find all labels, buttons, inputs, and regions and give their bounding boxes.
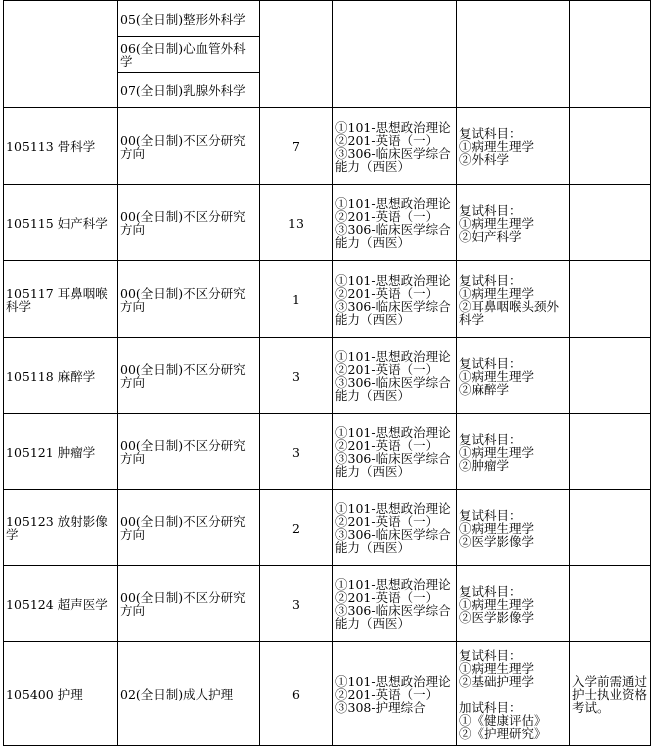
major-cell-empty	[4, 1, 118, 108]
exam-subject-2: ②201-英语（一）	[335, 686, 439, 702]
direction-cell	[118, 108, 260, 185]
table-row	[4, 642, 651, 746]
major-cell	[4, 642, 118, 746]
direction-text: 00(全日制)不区分研究方向	[120, 209, 246, 237]
retest-subject-2: ②麻醉学	[459, 381, 510, 397]
retest-heading: 复试科目：	[459, 355, 522, 371]
major-cell	[4, 414, 118, 490]
major-text: 105123 放射影像学	[6, 514, 108, 542]
retest-heading: 复试科目：	[459, 126, 522, 141]
note-cell	[570, 338, 651, 414]
exam-subject-1: ①101-思想政治理论	[335, 501, 451, 516]
table-row	[4, 108, 651, 185]
direction-cell	[118, 338, 260, 414]
table-row	[4, 338, 651, 414]
exam-subject-1: ①101-思想政治理论	[335, 577, 451, 592]
count-cell	[260, 566, 333, 642]
count-cell	[260, 642, 333, 746]
count-cell	[260, 490, 333, 566]
retest-subject-1: ①病理生理学	[459, 215, 535, 231]
count-cell	[260, 414, 333, 490]
direction-text: 06(全日制)心血管外科学	[120, 41, 246, 69]
major-text: 105400 护理	[6, 686, 83, 702]
retest-cell	[457, 261, 570, 338]
exam-subject-3: ③306-临床医学综合能力（西医）	[335, 145, 451, 174]
direction-cell	[118, 261, 260, 338]
count-text: 3	[292, 596, 300, 612]
count-text: 3	[292, 368, 300, 384]
extra-heading: 加试科目：	[459, 699, 522, 715]
exam-subject-1: ①101-思想政治理论	[335, 673, 451, 689]
direction-text: 00(全日制)不区分研究方向	[120, 285, 246, 314]
direction-cell	[118, 73, 260, 108]
retest-subject-1: ①病理生理学	[459, 596, 535, 612]
major-cell	[4, 108, 118, 185]
count-text: 2	[292, 520, 300, 536]
exam-cell	[333, 108, 457, 185]
note-cell-empty	[570, 1, 651, 108]
count-text: 1	[292, 292, 300, 307]
count-text: 6	[292, 686, 300, 702]
exam-subject-3: ③306-临床医学综合能力（西医）	[335, 375, 451, 403]
exam-cell-empty	[333, 1, 457, 108]
extra-subject-2: ②《护理研究》	[459, 725, 547, 741]
direction-cell	[118, 490, 260, 566]
major-text: 105117 耳鼻咽喉科学	[6, 285, 108, 314]
retest-subject-1: ①病理生理学	[459, 368, 535, 384]
retest-subject-1: ①病理生理学	[459, 285, 535, 301]
exam-subject-3: ③306-临床医学综合能力（西医）	[335, 451, 451, 479]
admissions-table	[3, 0, 651, 746]
extra-subject-1: ①《健康评估》	[459, 712, 547, 728]
direction-cell	[118, 185, 260, 261]
count-text: 13	[288, 215, 304, 231]
direction-text: 05(全日制)整形外科学	[120, 11, 246, 27]
exam-subject-2: ②201-英语（一）	[335, 362, 439, 377]
exam-subject-1: ①101-思想政治理论	[335, 425, 451, 440]
direction-text: 00(全日制)不区分研究方向	[120, 132, 246, 161]
exam-cell	[333, 490, 457, 566]
exam-subject-2: ②201-英语（一）	[335, 209, 439, 224]
exam-subject-3: ③306-临床医学综合能力（西医）	[335, 298, 451, 327]
major-text: 105124 超声医学	[6, 596, 108, 612]
direction-cell	[118, 414, 260, 490]
exam-subject-2: ②201-英语（一）	[335, 438, 439, 453]
direction-text: 00(全日制)不区分研究方向	[120, 590, 246, 618]
retest-subject-2: ②医学影像学	[459, 609, 535, 625]
exam-subject-3: ③306-临床医学综合能力（西医）	[335, 527, 451, 555]
exam-subject-2: ②201-英语（一）	[335, 132, 439, 148]
major-cell	[4, 490, 118, 566]
retest-cell	[457, 414, 570, 490]
exam-subject-1: ①101-思想政治理论	[335, 119, 451, 135]
retest-subject-1: ①病理生理学	[459, 520, 535, 536]
note-cell	[570, 414, 651, 490]
retest-subject-1: ①病理生理学	[459, 444, 535, 460]
note-cell	[570, 490, 651, 566]
exam-subject-3: ③306-临床医学综合能力（西医）	[335, 603, 451, 631]
major-cell	[4, 185, 118, 261]
retest-cell	[457, 108, 570, 185]
direction-cell	[118, 566, 260, 642]
table-row	[4, 414, 651, 490]
retest-subject-2: ②医学影像学	[459, 533, 535, 549]
note-text: 入学前需通过护士执业资格考试。	[572, 673, 648, 715]
direction-cell	[118, 1, 260, 37]
retest-subject-2: ②肿瘤学	[459, 457, 510, 473]
major-text: 105115 妇产科学	[6, 215, 108, 231]
major-text: 105118 麻醉学	[6, 368, 96, 384]
major-cell	[4, 566, 118, 642]
exam-subject-3: ③308-护理综合	[335, 699, 426, 715]
direction-cell	[118, 37, 260, 73]
exam-subject-1: ①101-思想政治理论	[335, 349, 451, 364]
retest-subject-2: ②外科学	[459, 152, 510, 167]
direction-text: 00(全日制)不区分研究方向	[120, 514, 246, 542]
note-cell	[570, 642, 651, 746]
retest-cell	[457, 642, 570, 746]
count-text: 3	[292, 444, 300, 460]
direction-text: 07(全日制)乳腺外科学	[120, 83, 246, 98]
major-text: 105121 肿瘤学	[6, 444, 96, 460]
retest-cell	[457, 185, 570, 261]
note-cell	[570, 108, 651, 185]
table-row	[4, 1, 651, 37]
retest-heading: 复试科目：	[459, 431, 522, 447]
spacer	[459, 688, 567, 701]
note-cell	[570, 185, 651, 261]
retest-cell-empty	[457, 1, 570, 108]
retest-subject-2: ②耳鼻咽喉头颈外科学	[459, 298, 560, 327]
table-row	[4, 261, 651, 338]
retest-subject-1: ①病理生理学	[459, 139, 535, 154]
table-row	[4, 185, 651, 261]
exam-cell	[333, 414, 457, 490]
admissions-table-page	[3, 0, 653, 745]
direction-text: 02(全日制)成人护理	[120, 686, 234, 702]
count-cell	[260, 185, 333, 261]
retest-cell	[457, 338, 570, 414]
count-text: 7	[292, 139, 300, 154]
retest-heading: 复试科目：	[459, 647, 522, 663]
note-cell	[570, 261, 651, 338]
direction-text: 00(全日制)不区分研究方向	[120, 438, 246, 466]
retest-subject-2: ②基础护理学	[459, 673, 535, 689]
exam-subject-1: ①101-思想政治理论	[335, 196, 451, 211]
exam-cell	[333, 338, 457, 414]
major-cell	[4, 261, 118, 338]
major-text: 105113 骨科学	[6, 139, 96, 154]
exam-subject-2: ②201-英语（一）	[335, 514, 439, 529]
count-cell	[260, 261, 333, 338]
direction-text: 00(全日制)不区分研究方向	[120, 362, 246, 390]
count-cell	[260, 338, 333, 414]
retest-heading: 复试科目：	[459, 507, 522, 523]
exam-cell	[333, 566, 457, 642]
retest-heading: 复试科目：	[459, 272, 522, 288]
major-cell	[4, 338, 118, 414]
count-cell	[260, 108, 333, 185]
exam-subject-1: ①101-思想政治理论	[335, 272, 451, 288]
retest-heading: 复试科目：	[459, 202, 522, 218]
table-row	[4, 566, 651, 642]
retest-subject-1: ①病理生理学	[459, 660, 535, 676]
exam-subject-2: ②201-英语（一）	[335, 285, 439, 301]
exam-subject-2: ②201-英语（一）	[335, 590, 439, 605]
exam-cell	[333, 261, 457, 338]
count-cell-empty	[260, 1, 333, 108]
exam-cell	[333, 642, 457, 746]
retest-subject-2: ②妇产科学	[459, 228, 522, 244]
direction-cell	[118, 642, 260, 746]
retest-cell	[457, 566, 570, 642]
table-row	[4, 490, 651, 566]
retest-cell	[457, 490, 570, 566]
retest-heading: 复试科目：	[459, 583, 522, 599]
exam-cell	[333, 185, 457, 261]
note-cell	[570, 566, 651, 642]
exam-subject-3: ③306-临床医学综合能力（西医）	[335, 222, 451, 250]
